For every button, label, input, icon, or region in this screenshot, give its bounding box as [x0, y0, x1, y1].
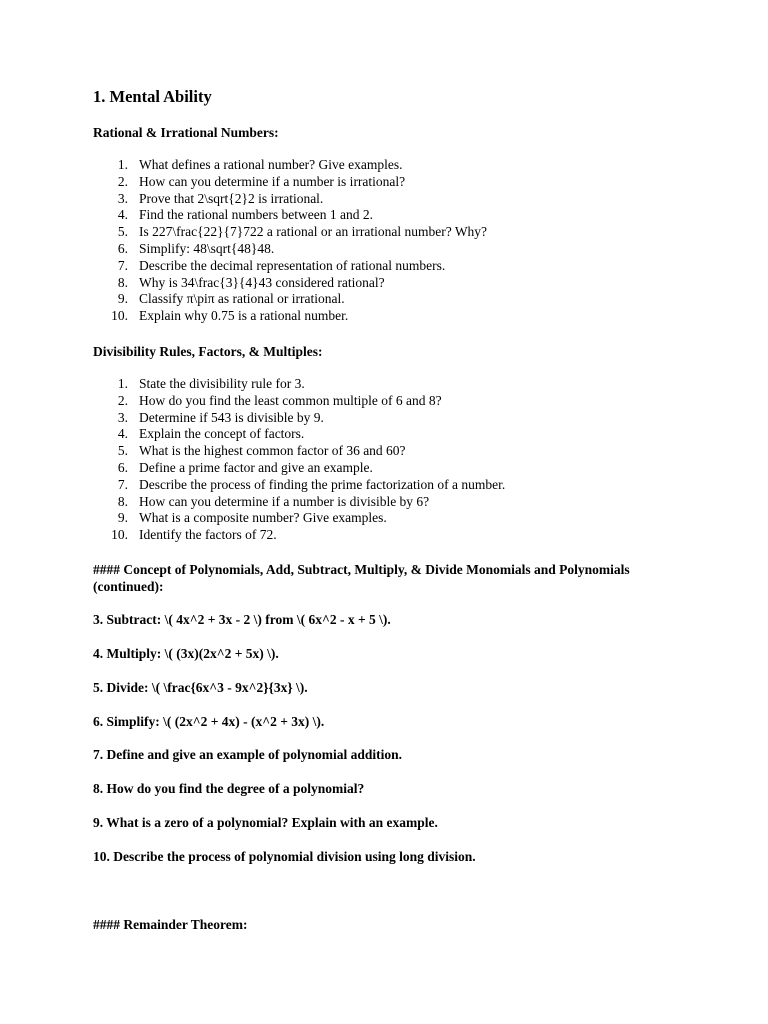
polynomial-question: 7. Define and give an example of polynomial addition.: [93, 747, 403, 762]
polynomial-question: 4. Multiply: \( (3x)(2x^2 + 5x) \).: [93, 646, 279, 661]
list-item: 8. Why is 34\frac{3}{4}43 considered rational?: [117, 274, 385, 290]
list-item: 9. What is a composite number? Give examples.: [117, 510, 387, 526]
divisibility-question-list: [93, 376, 505, 544]
document-title: 1. Mental Ability: [93, 87, 212, 106]
list-item: 8. How can you determine if a number is divisible by 6?: [117, 493, 430, 509]
remainder-section-heading: #### Remainder Theorem:: [93, 917, 248, 932]
polynomials-section-heading: #### Concept of Polynomials, Add, Subtract, Multiply, & Divide Monomials and Polynomials (continued):: [93, 562, 630, 594]
list-item: 4. Explain the concept of factors.: [117, 426, 305, 442]
rational-section-heading: Rational & Irrational Numbers:: [93, 125, 279, 140]
list-item: 3. Prove that 2\sqrt{2}2 is irrational.: [117, 190, 324, 206]
polynomial-question: 5. Divide: \( \frac{6x^3 - 9x^2}{3x} \).: [93, 680, 308, 695]
polynomial-question: 6. Simplify: \( (2x^2 + 4x) - (x^2 + 3x) \).: [93, 714, 325, 729]
list-item: 10. Explain why 0.75 is a rational number.: [111, 308, 349, 324]
polynomial-question: 3. Subtract: \( 4x^2 + 3x - 2 \) from \( 6x^2 - x + 5 \).: [93, 612, 391, 627]
rational-question-list: [93, 157, 487, 325]
list-item: 7. Describe the decimal representation of rational numbers.: [117, 257, 446, 273]
divisibility-section-heading: Divisibility Rules, Factors, & Multiples:: [93, 344, 323, 359]
list-item: 2. How do you find the least common multiple of 6 and 8?: [117, 392, 442, 408]
polynomial-question: 9. What is a zero of a polynomial? Explain with an example.: [93, 815, 438, 830]
polynomial-question: 8. How do you find the degree of a polynomial?: [93, 781, 365, 796]
list-item: 5. What is the highest common factor of 36 and 60?: [117, 443, 406, 459]
list-item: 3. Determine if 543 is divisible by 9.: [117, 409, 324, 425]
list-item: 6. Simplify: 48\sqrt{48}48.: [117, 240, 275, 256]
list-item: 1. What defines a rational number? Give examples.: [117, 157, 403, 172]
list-item: 5. Is 227\frac{22}{7}722 a rational or an irrational number? Why?: [117, 224, 488, 240]
list-item: 7. Describe the process of finding the prime factorization of a number.: [117, 476, 506, 492]
list-item: 2. How can you determine if a number is irrational?: [117, 173, 406, 189]
list-item: 1. State the divisibility rule for 3.: [117, 376, 305, 391]
list-item: 6. Define a prime factor and give an example.: [117, 459, 373, 475]
list-item: 9. Classify π\piπ as rational or irrational.: [117, 291, 345, 307]
list-item: 4. Find the rational numbers between 1 and 2.: [117, 207, 373, 223]
polynomial-question: 10. Describe the process of polynomial division using long division.: [93, 849, 476, 864]
list-item: 10. Identify the factors of 72.: [111, 527, 277, 543]
